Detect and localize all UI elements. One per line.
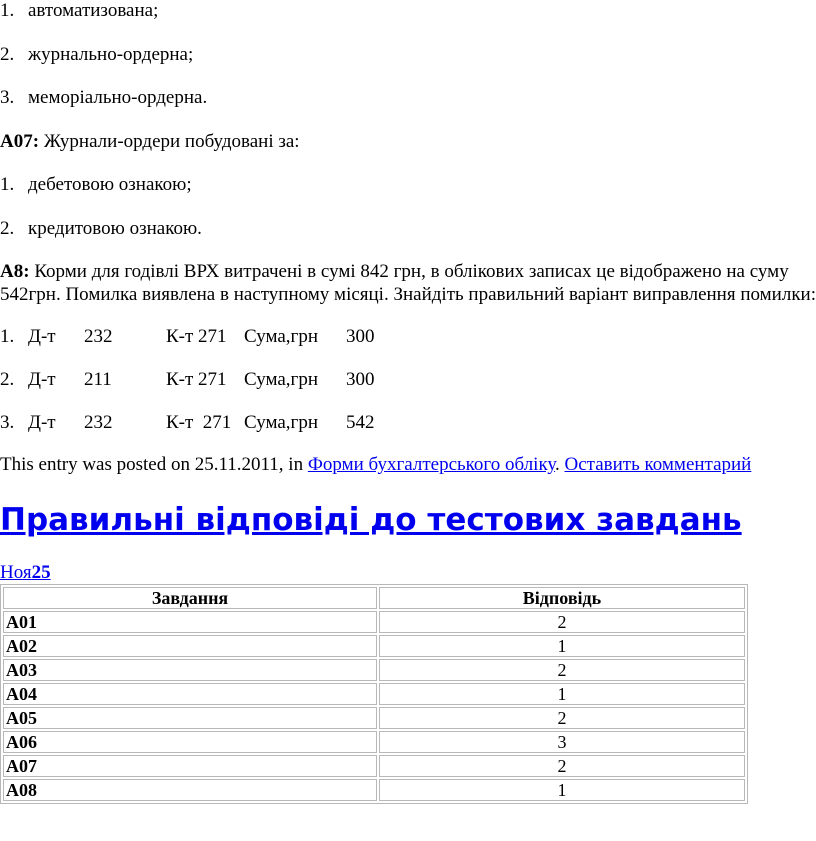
list-number: 1. bbox=[0, 326, 15, 347]
post-date-link[interactable] bbox=[0, 562, 51, 583]
list-item bbox=[0, 326, 400, 348]
question-text: Журнали-ордери побудовані за: bbox=[39, 131, 300, 152]
table-header-row bbox=[3, 587, 745, 609]
answer-cell: 2 bbox=[379, 611, 745, 633]
answer-cell: 3 bbox=[379, 731, 745, 753]
category-link[interactable]: Форми бухгалтерського обліку bbox=[307, 454, 556, 475]
credit-account: К-т 271 bbox=[166, 326, 227, 347]
table-row bbox=[3, 635, 745, 657]
question-a8 bbox=[0, 261, 789, 283]
credit-account: К-т 271 bbox=[166, 412, 232, 433]
list-number: 3. bbox=[0, 87, 15, 108]
answer-cell: 1 bbox=[379, 683, 745, 705]
list-text: кредитовою ознакою. bbox=[28, 218, 202, 239]
task-cell: А02 bbox=[3, 635, 377, 657]
task-cell: А08 bbox=[3, 779, 377, 801]
list-text: меморіально-ордерна. bbox=[28, 87, 208, 108]
post-title bbox=[0, 498, 742, 542]
comment-link[interactable]: Оставить комментарий bbox=[564, 454, 752, 475]
task-cell: А03 bbox=[3, 659, 377, 681]
list-item bbox=[0, 0, 158, 22]
list-number: 1. bbox=[0, 174, 15, 195]
task-cell: А06 bbox=[3, 731, 377, 753]
task-cell: А05 bbox=[3, 707, 377, 729]
entry-meta-text: This entry was posted on 25.11.2011, in bbox=[0, 454, 308, 475]
list-text: автоматизована; bbox=[28, 0, 159, 21]
question-label: А07: bbox=[0, 131, 40, 152]
debit-account: 232 bbox=[84, 326, 113, 347]
post-date-day: 25 bbox=[31, 562, 51, 583]
list-text: журнально-ордерна; bbox=[28, 44, 194, 65]
sum-label: Сума,грн bbox=[244, 412, 318, 433]
list-number: 3. bbox=[0, 412, 15, 433]
table-row bbox=[3, 731, 745, 753]
answer-cell: 2 bbox=[379, 707, 745, 729]
task-cell: А04 bbox=[3, 683, 377, 705]
entry-meta bbox=[0, 454, 751, 476]
answer-cell: 2 bbox=[379, 755, 745, 777]
sum-value: 300 bbox=[346, 369, 375, 390]
question-a07 bbox=[0, 131, 300, 153]
debit-label: Д-т bbox=[28, 369, 56, 390]
answer-cell: 2 bbox=[379, 659, 745, 681]
question-a8-line2 bbox=[0, 284, 816, 306]
question-label: А8: bbox=[0, 261, 30, 282]
sum-value: 542 bbox=[346, 412, 375, 433]
table-row bbox=[3, 707, 745, 729]
list-item bbox=[0, 87, 207, 109]
list-item bbox=[0, 412, 400, 434]
column-header-answer: Відповідь bbox=[379, 587, 745, 609]
question-text: 542грн. Помилка виявлена в наступному місяці. Знайдіть правильний варіант виправлення помилки: bbox=[0, 284, 816, 305]
answer-cell: 1 bbox=[379, 779, 745, 801]
sum-value: 300 bbox=[346, 326, 375, 347]
table-row bbox=[3, 755, 745, 777]
list-item bbox=[0, 44, 193, 66]
task-cell: А01 bbox=[3, 611, 377, 633]
answer-cell: 1 bbox=[379, 635, 745, 657]
column-header-task: Завдання bbox=[3, 587, 377, 609]
list-item bbox=[0, 218, 202, 240]
debit-account: 211 bbox=[84, 369, 112, 390]
sum-label: Сума,грн bbox=[244, 326, 318, 347]
table-row bbox=[3, 683, 745, 705]
list-item bbox=[0, 369, 400, 391]
answers-table bbox=[0, 584, 748, 804]
list-number: 2. bbox=[0, 44, 15, 65]
post-date-month: Ноя bbox=[0, 562, 32, 583]
post-date bbox=[0, 562, 51, 584]
credit-account: К-т 271 bbox=[166, 369, 227, 390]
list-item bbox=[0, 174, 192, 196]
table-row bbox=[3, 611, 745, 633]
task-cell: А07 bbox=[3, 755, 377, 777]
entry-separator: . bbox=[555, 454, 565, 475]
debit-label: Д-т bbox=[28, 412, 56, 433]
list-text: дебетовою ознакою; bbox=[28, 174, 192, 195]
table-row bbox=[3, 779, 745, 801]
list-number: 2. bbox=[0, 218, 15, 239]
question-text: Корми для годівлі ВРХ витрачені в сумі 842 грн, в облікових записах це відображено на суму bbox=[29, 261, 789, 282]
post-title-link[interactable]: Правильні відповіді до тестових завдань bbox=[0, 502, 742, 538]
debit-account: 232 bbox=[84, 412, 113, 433]
table-row bbox=[3, 659, 745, 681]
list-number: 2. bbox=[0, 369, 15, 390]
sum-label: Сума,грн bbox=[244, 369, 318, 390]
list-number: 1. bbox=[0, 0, 15, 21]
debit-label: Д-т bbox=[28, 326, 56, 347]
